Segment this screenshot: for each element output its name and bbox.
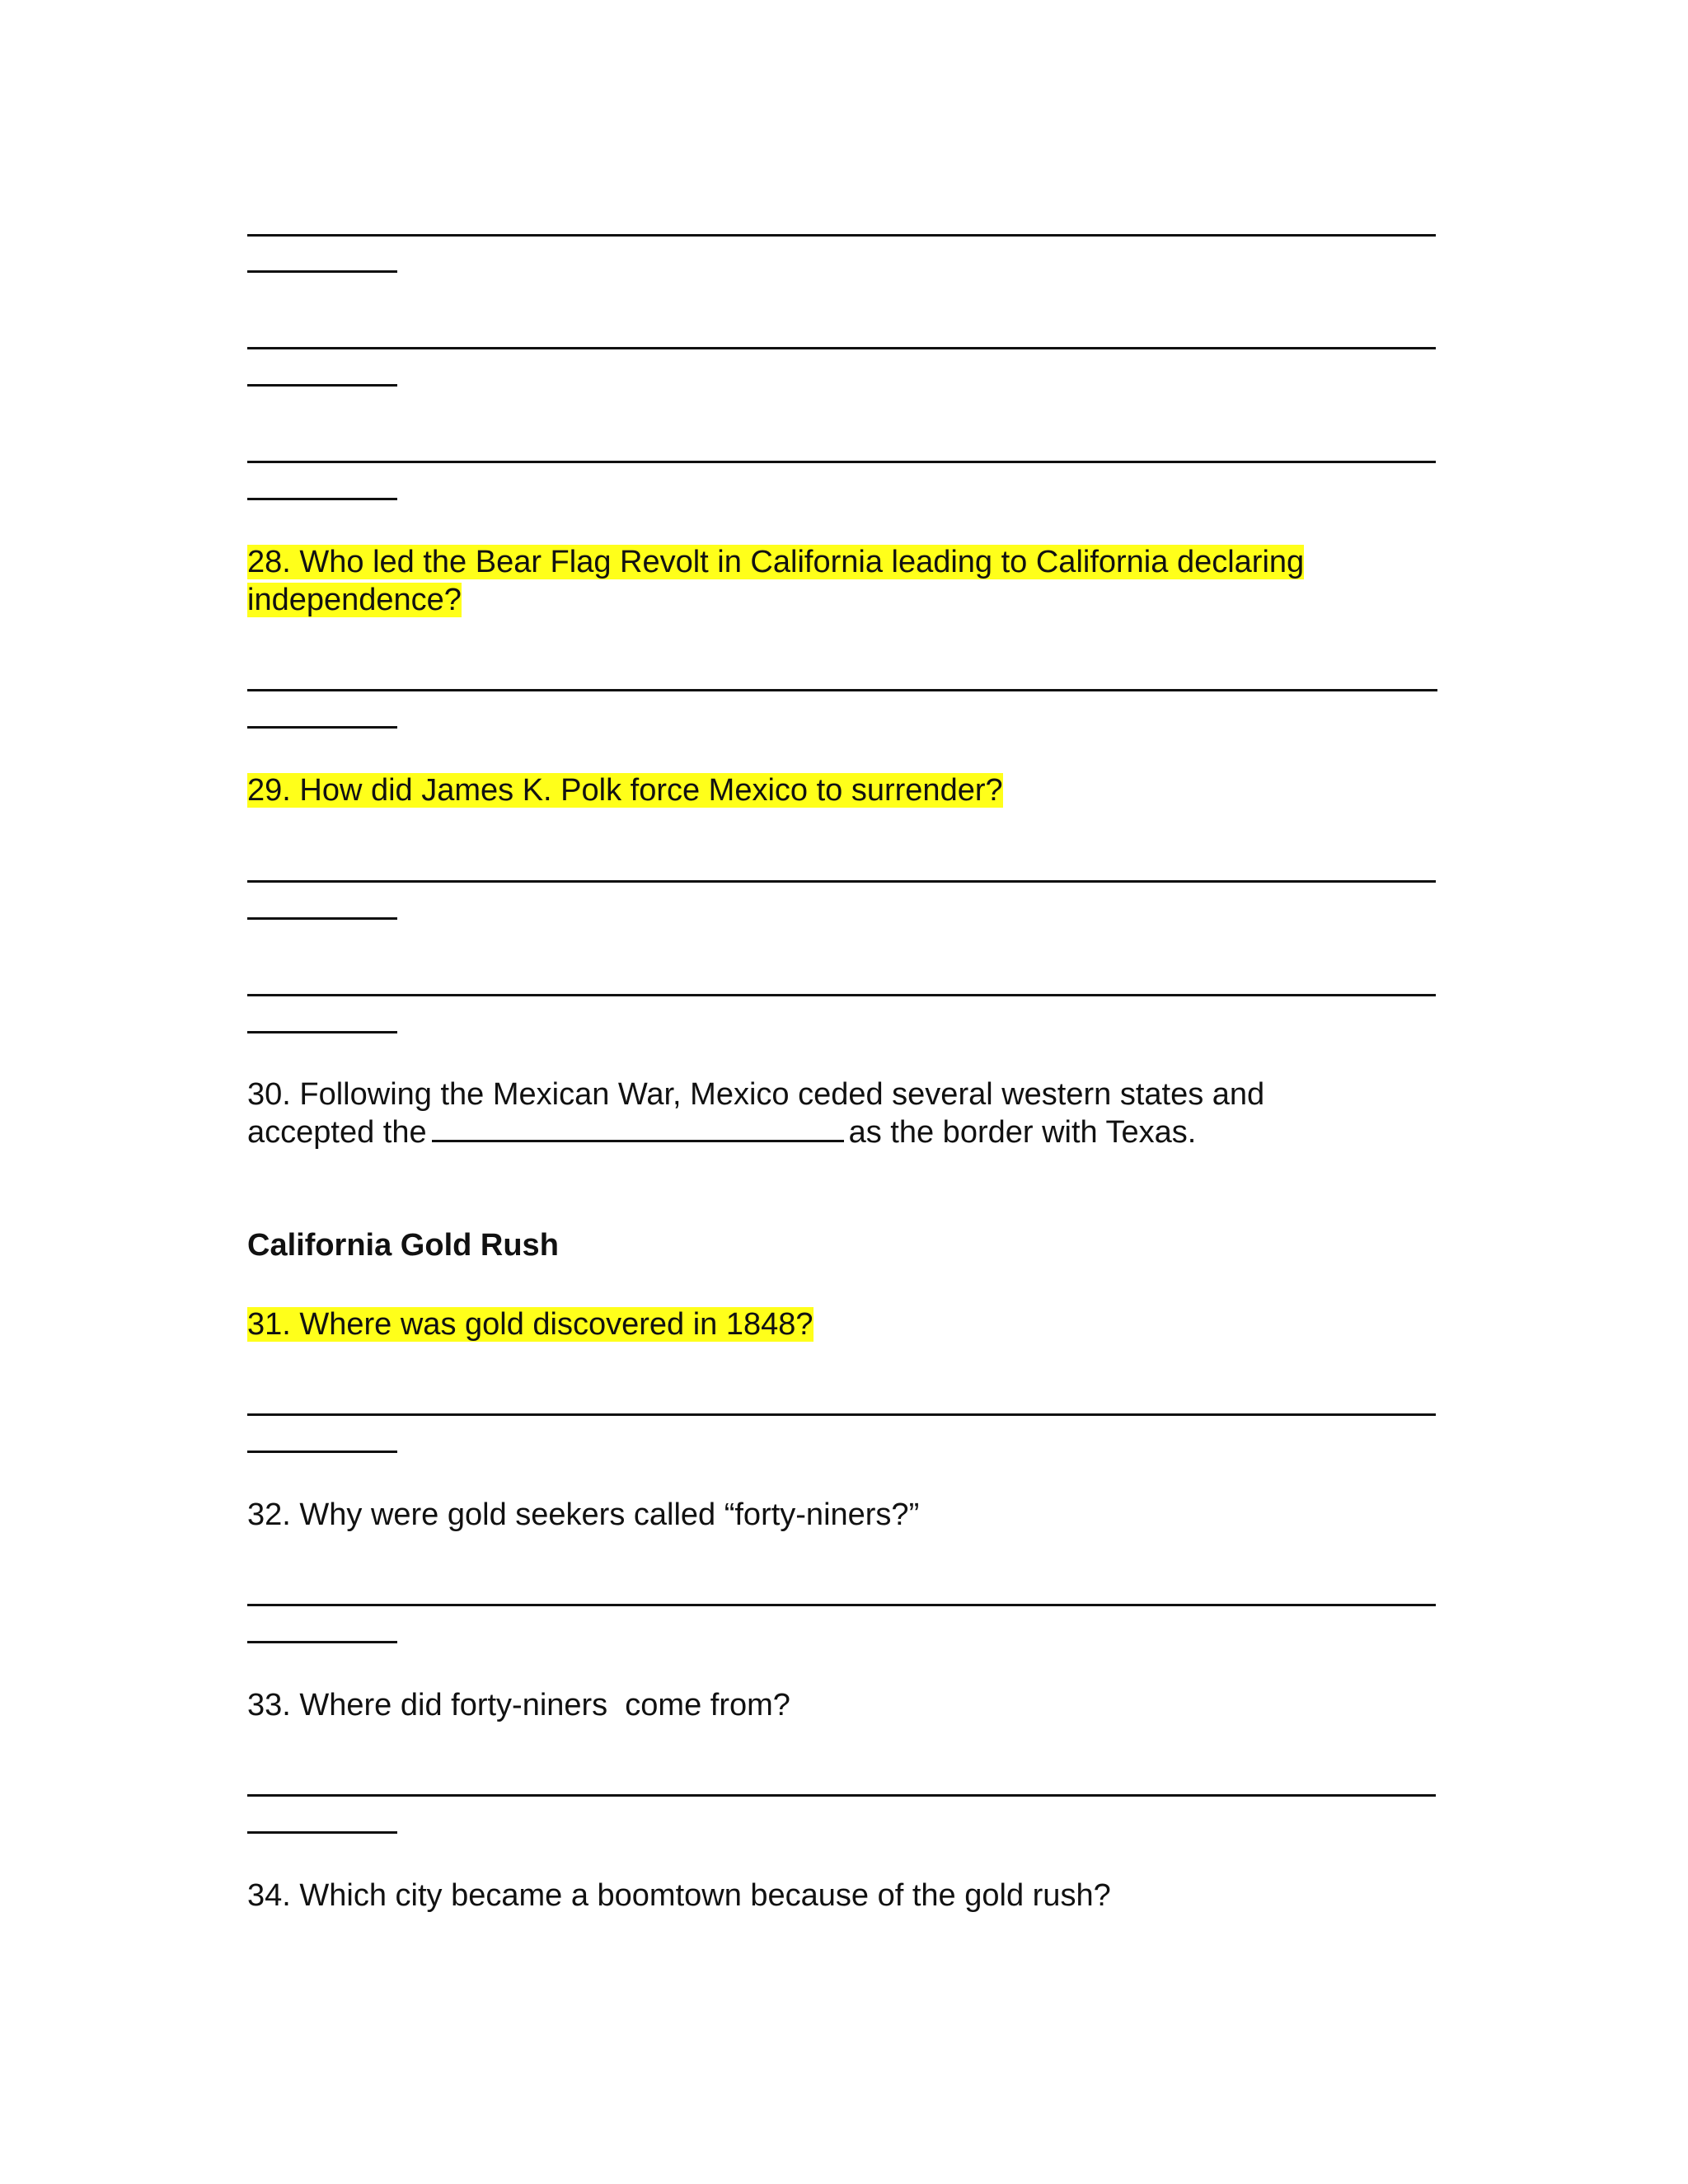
fill-in-blank[interactable]	[432, 1113, 844, 1142]
question-34: 34. Which city became a boomtown because of the gold rush?	[247, 1878, 1111, 1913]
question-30-line-2-before: accepted the	[247, 1115, 427, 1150]
answer-line-continuation[interactable]	[247, 1451, 397, 1453]
question-32: 32. Why were gold seekers called “forty-niners?”	[247, 1497, 920, 1532]
question-31	[247, 1305, 814, 1343]
answer-line-continuation[interactable]	[247, 726, 397, 729]
answer-line[interactable]	[247, 1604, 1436, 1606]
question-29-text: 29. How did James K. Polk force Mexico to surrender?	[247, 773, 1003, 808]
answer-line[interactable]	[247, 1794, 1436, 1797]
answer-line-continuation[interactable]	[247, 1031, 397, 1033]
question-28-line-2: independence?	[247, 583, 462, 617]
answer-line[interactable]	[247, 880, 1436, 883]
question-29	[247, 771, 1003, 809]
section-heading: California Gold Rush	[247, 1228, 559, 1263]
answer-line-continuation[interactable]	[247, 384, 397, 387]
answer-line[interactable]	[247, 1413, 1436, 1416]
question-33: 33. Where did forty-niners come from?	[247, 1688, 790, 1722]
question-30	[247, 1076, 1264, 1151]
question-30-line-2-after: as the border with Texas.	[848, 1115, 1197, 1150]
answer-line-continuation[interactable]	[247, 1641, 397, 1643]
answer-line-continuation[interactable]	[247, 917, 397, 920]
question-30-line-1: 30. Following the Mexican War, Mexico ceded several western states and	[247, 1077, 1265, 1112]
answer-line[interactable]	[247, 347, 1436, 349]
answer-line[interactable]	[247, 994, 1436, 996]
question-28	[247, 543, 1304, 619]
answer-line-continuation[interactable]	[247, 498, 397, 500]
answer-line[interactable]	[247, 234, 1436, 237]
question-31-text: 31. Where was gold discovered in 1848?	[247, 1307, 814, 1342]
question-28-line-1: 28. Who led the Bear Flag Revolt in California leading to California declaring	[247, 545, 1305, 579]
answer-line[interactable]	[247, 689, 1437, 691]
answer-line-continuation[interactable]	[247, 1831, 397, 1834]
answer-line-continuation[interactable]	[247, 270, 397, 273]
answer-line[interactable]	[247, 461, 1436, 463]
